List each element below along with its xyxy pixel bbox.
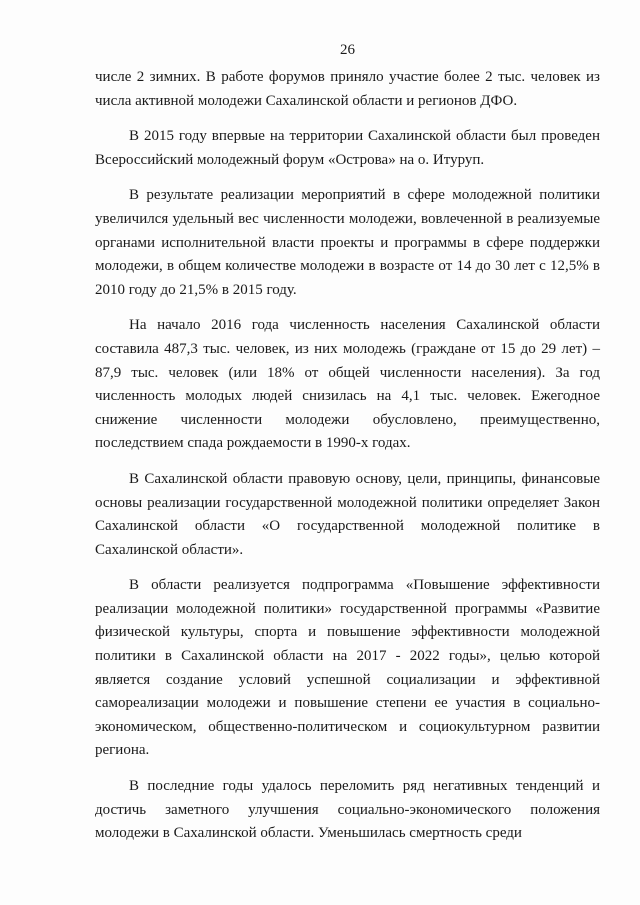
paragraph-subprogram: В области реализуется подпрограмма «Повышение эффективности реализации молодежной политики» государственной программы «Развитие физической культуры, спорта и повышение эффективности молодежной политики в Сахалинской области на 2017 - 2022 годы», целью которой является создание условий успешной социализации и эффективной самореализации молодежи и повышение степени ее участия в социально-экономическом, общественно-политическом и социокультурном развитии региона. [95,577,600,759]
paragraph-ostrova-forum: В 2015 году впервые на территории Сахалинской области был проведен Всероссийский молодежный форум «Острова» на о. Итуруп. [95,128,600,168]
paragraph-recent-trends: В последние годы удалось переломить ряд негативных тенденций и достичь заметного улучшения социально-экономического положения молодежи в Сахалинской области. Уменьшилась смертность среди [95,778,600,842]
paragraph-legal-basis: В Сахалинской области правовую основу, цели, принципы, финансовые основы реализации государственной молодежной политики определяет Закон Сахалинской области «О государственной молодежной политике в Сахалинской области». [95,470,600,558]
paragraph-forum-participants: числе 2 зимних. В работе форумов приняло участие более 2 тыс. человек из числа активной молодежи Сахалинской области и регионов ДФО. [95,69,600,109]
paragraph-youth-policy-results: В результате реализации мероприятий в сфере молодежной политики увеличился удельный вес численности молодежи, вовлеченной в реализуемые органами исполнительной власти проекты и программы в сфере поддержки молодежи, в общем количестве молодежи в возрасте от 14 до 30 лет с 12,5% в 2010 году до 21,5% в 2015 году. [95,187,600,298]
page-number: 26 [340,42,355,58]
paragraph-population-statistics: На начало 2016 года численность населения Сахалинской области составила 487,3 тыс. человек, из них молодежь (граждане от 15 до 29 лет) – 87,9 тыс. человек (или 18% от общей численности населения). За год численность молодых людей снизилась на 4,1 тыс. человек. Ежегодное снижение численности молодежи обусловлено, преимущественно, последствием спада рождаемости в 1990-х годах. [95,317,600,452]
